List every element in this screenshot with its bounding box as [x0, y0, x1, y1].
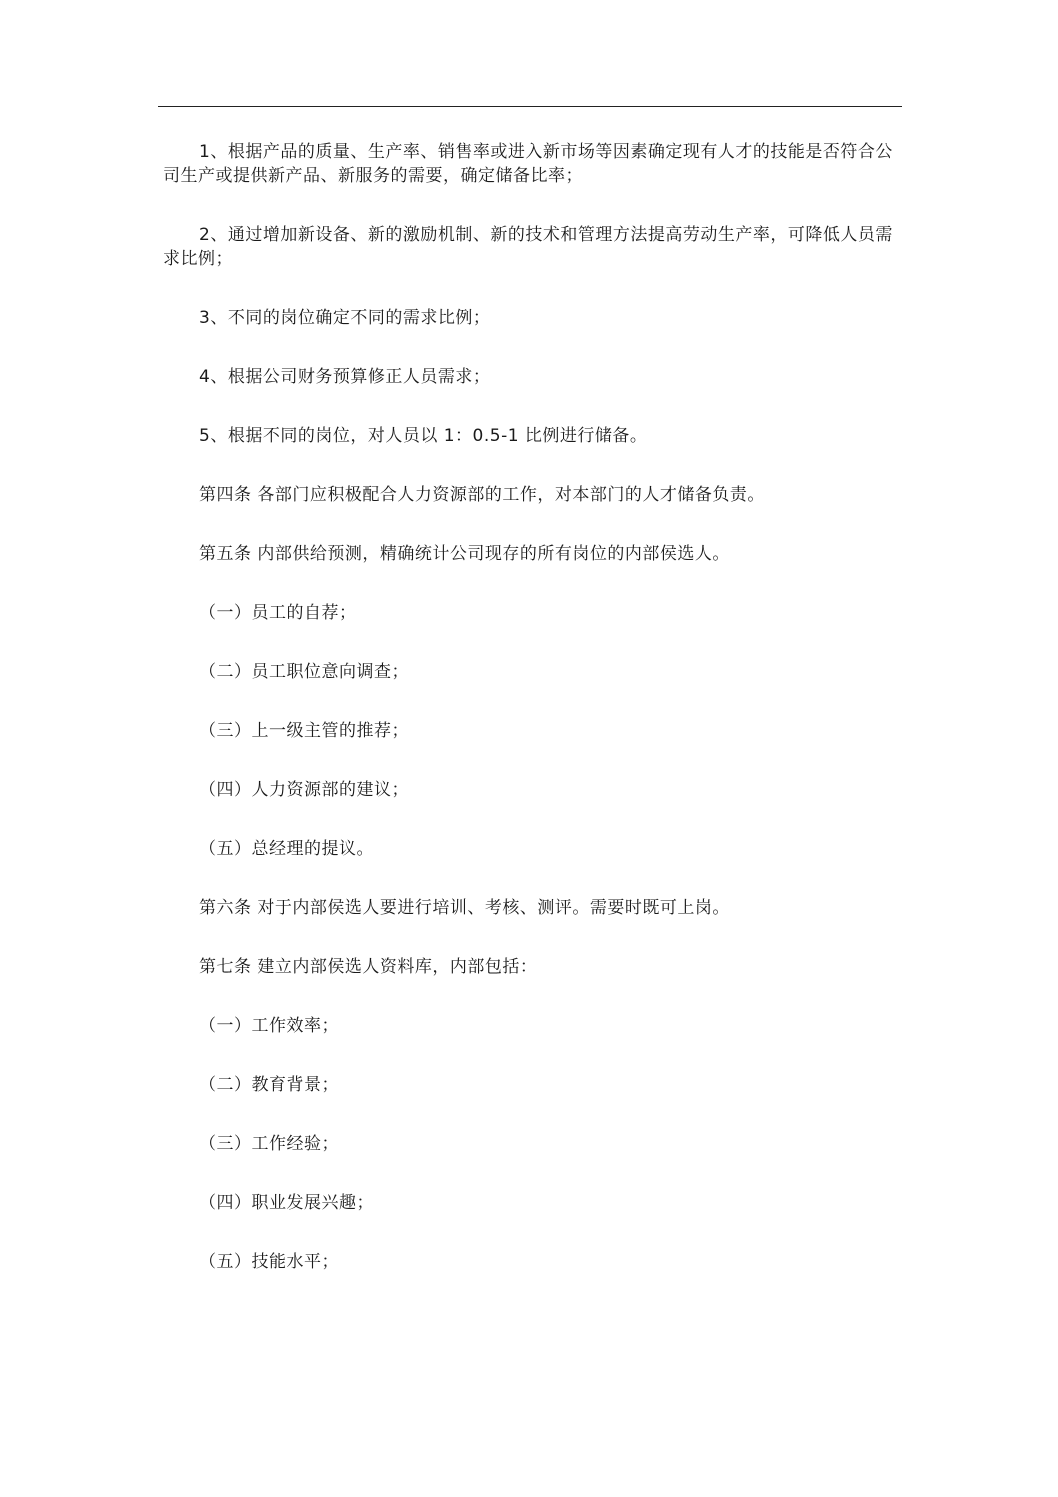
header-rule: [158, 106, 902, 107]
article-7-item-1: （一）工作效率；: [199, 1016, 339, 1036]
paragraph-item-3: 3、不同的岗位确定不同的需求比例；: [199, 308, 491, 328]
article-7: 第七条 建立内部侯选人资料库，内部包括：: [199, 957, 538, 977]
article-7-item-2: （二）教育背景；: [199, 1075, 339, 1095]
paragraph-item-4: 4、根据公司财务预算修正人员需求；: [199, 367, 491, 387]
document-body: [163, 140, 901, 1309]
article-7-item-5: （五）技能水平；: [199, 1252, 339, 1272]
article-7-item-4: （四）职业发展兴趣；: [199, 1193, 374, 1213]
article-5-item-5: （五）总经理的提议。: [199, 839, 374, 859]
article-5: 第五条 内部供给预测，精确统计公司现存的所有岗位的内部侯选人。: [199, 544, 730, 564]
article-5-item-1: （一）员工的自荐；: [199, 603, 357, 623]
paragraph-item-2: 2、通过增加新设备、新的激励机制、新的技术和管理方法提高劳动生产率，可降低人员需求比例；: [163, 225, 893, 269]
paragraph-item-5: 5、根据不同的岗位，对人员以 1：0.5-1 比例进行储备。: [199, 426, 648, 446]
article-5-item-4: （四）人力资源部的建议；: [199, 780, 409, 800]
article-5-item-3: （三）上一级主管的推荐；: [199, 721, 409, 741]
article-4: 第四条 各部门应积极配合人力资源部的工作，对本部门的人才储备负责。: [199, 485, 765, 505]
paragraph-item-1: 1、根据产品的质量、生产率、销售率或进入新市场等因素确定现有人才的技能是否符合公司生产或提供新产品、新服务的需要，确定储备比率；: [163, 142, 893, 186]
article-6: 第六条 对于内部侯选人要进行培训、考核、测评。需要时既可上岗。: [199, 898, 730, 918]
article-7-item-3: （三）工作经验；: [199, 1134, 339, 1154]
article-5-item-2: （二）员工职位意向调查；: [199, 662, 409, 682]
